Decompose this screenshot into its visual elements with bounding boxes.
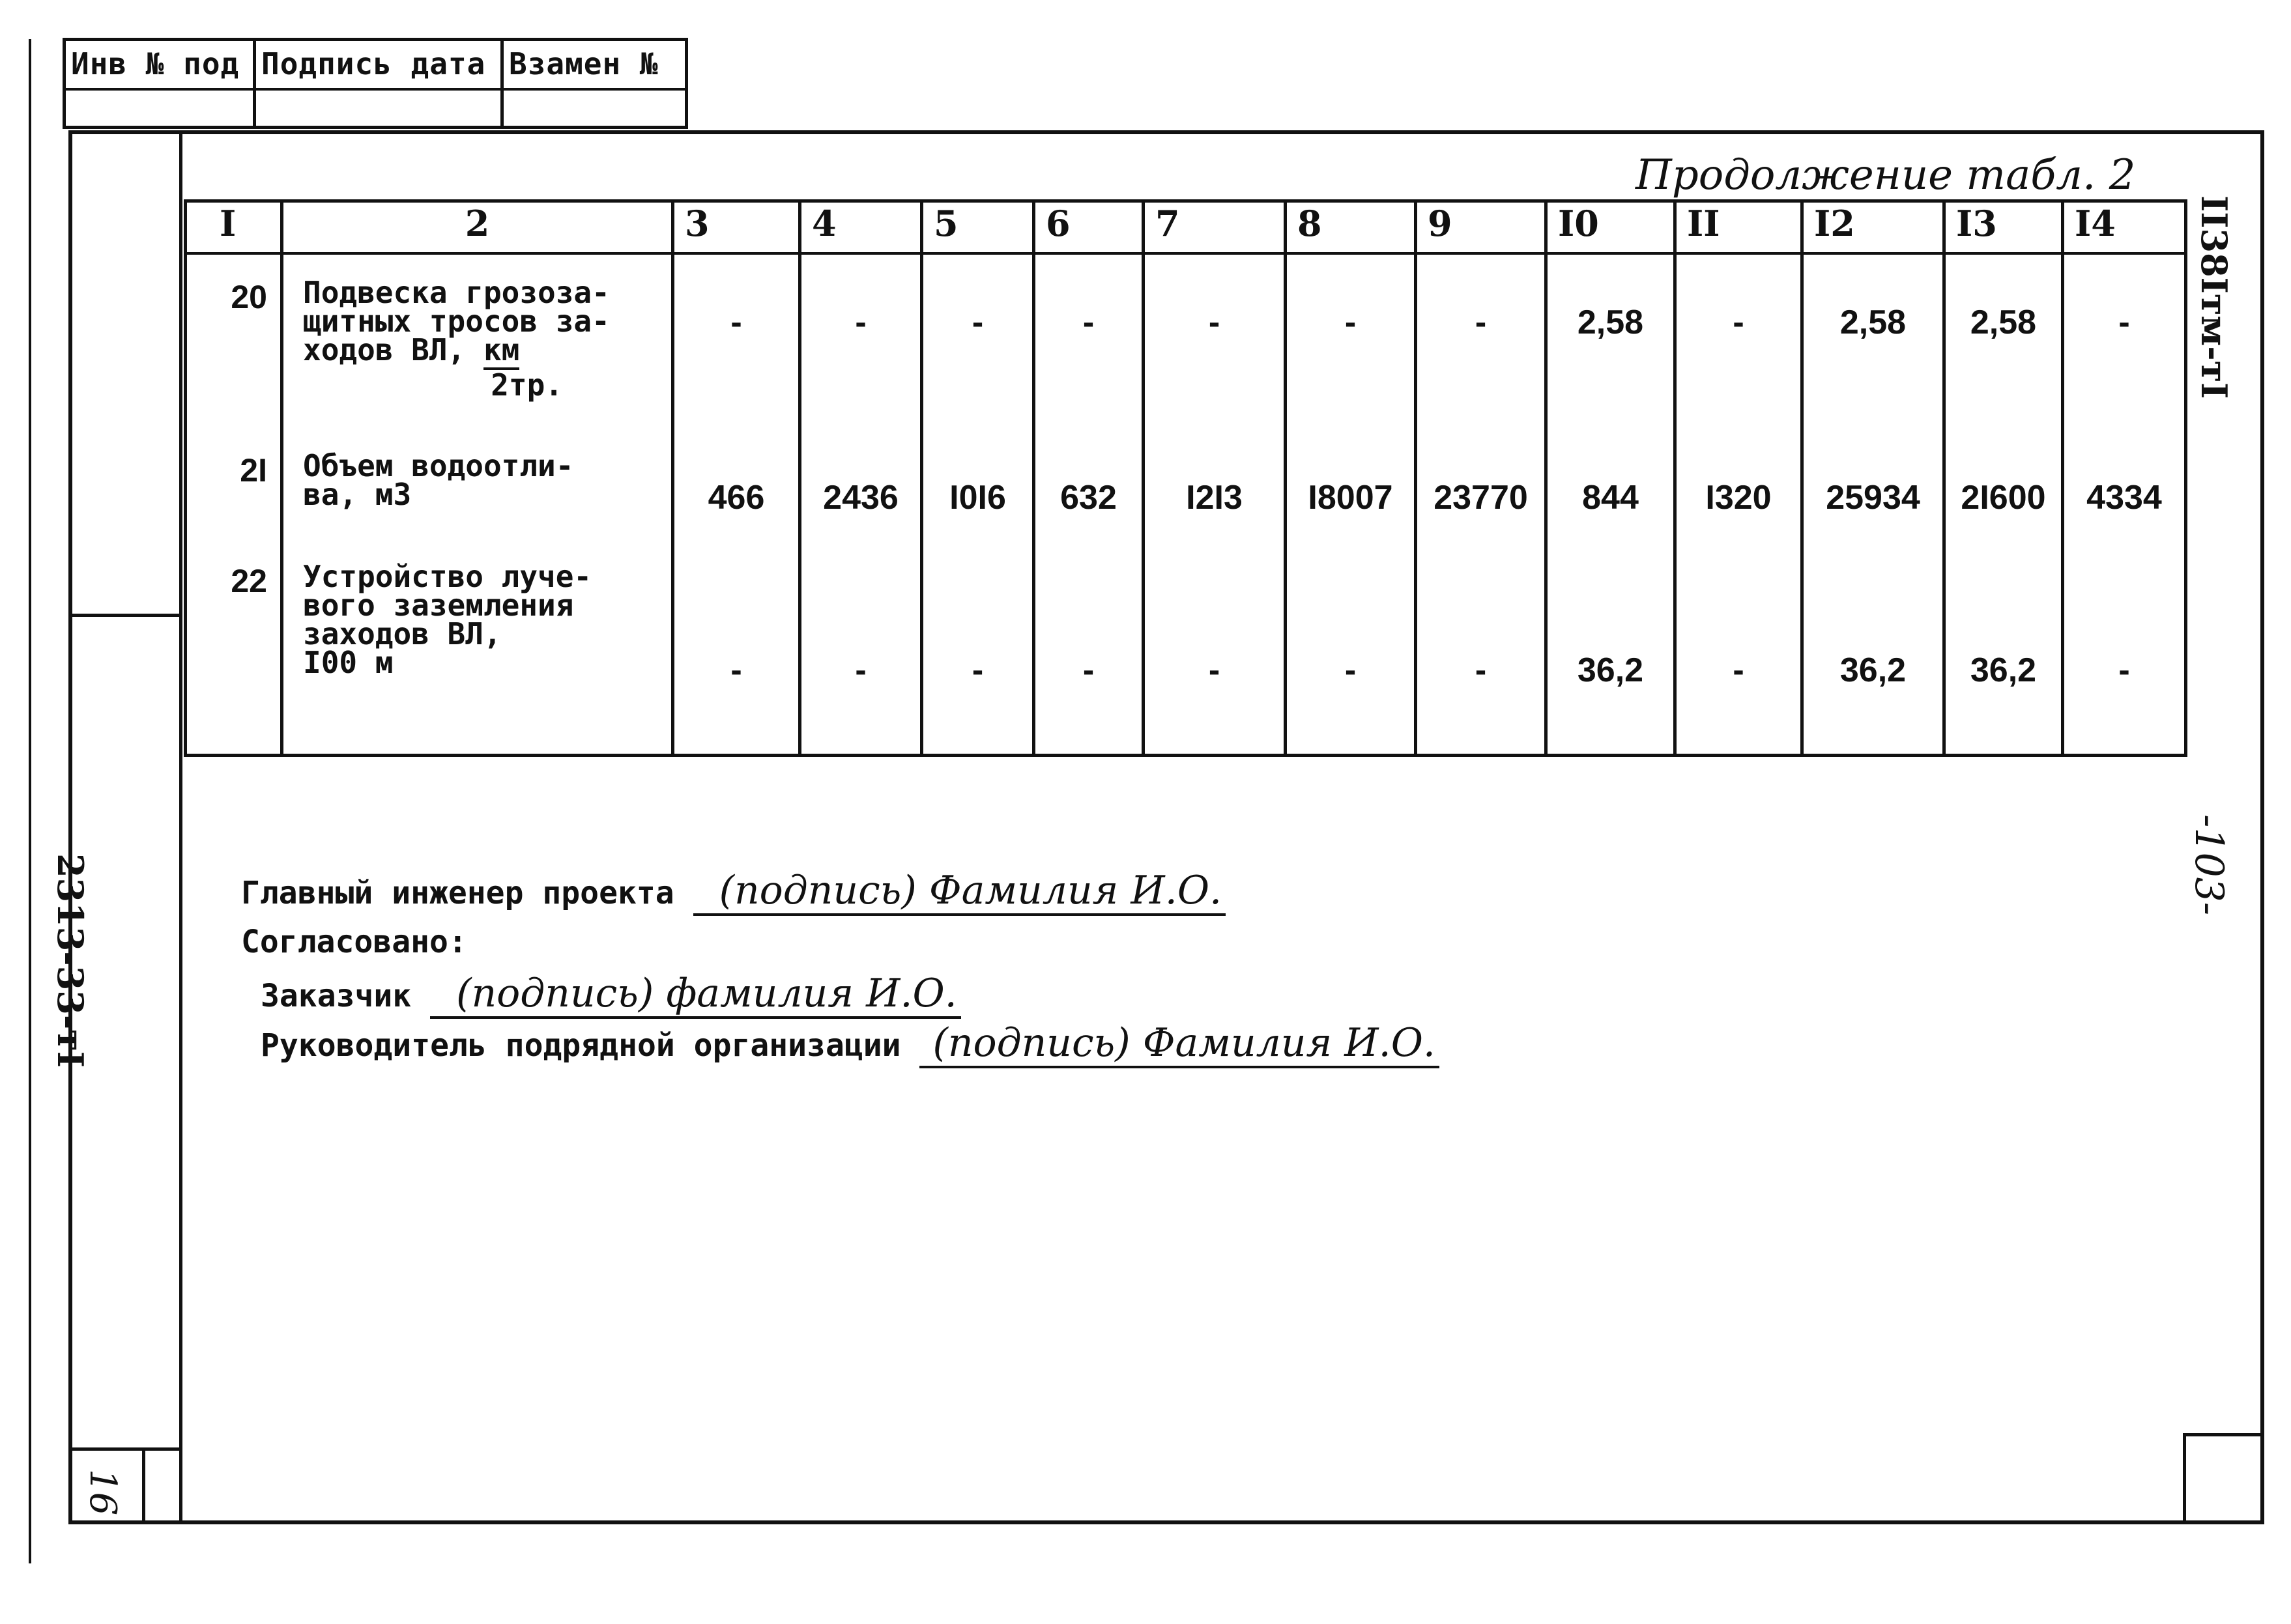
agreed-label: Согласовано: (241, 924, 467, 960)
cell: - (2063, 553, 2186, 756)
row-number: 22 (186, 553, 282, 756)
row-description: Устройство луче- вого заземления заходов ВЛ, I00 м (282, 553, 673, 756)
row-number: 2I (186, 442, 282, 553)
stamp-cell-replace (504, 41, 685, 126)
customer-signature: (подпись) фамилия И.О. (430, 971, 961, 1019)
stamp-cell-sign (256, 41, 504, 126)
cell: 2,58 (1546, 253, 1675, 442)
side-column-border (179, 130, 182, 1524)
side-column-divider-2 (68, 1447, 182, 1451)
sheet-cell-divider (142, 1447, 145, 1524)
stamp-inv-label: Инв № под (71, 46, 240, 81)
cell: I2I3 (1144, 442, 1286, 553)
chief-engineer-line (241, 868, 1226, 913)
sheet-number: 16 (81, 1469, 124, 1516)
cell: - (673, 553, 800, 756)
cell: 632 (1034, 442, 1144, 553)
header-row (186, 201, 2186, 254)
cell: 36,2 (1802, 553, 1944, 756)
col-header: I0 (1546, 201, 1675, 254)
stamp-cell-inv (66, 41, 256, 126)
customer-line (261, 971, 961, 1016)
col-header: I3 (1944, 201, 2063, 254)
contractor-signature: (подпись) Фамилия И.О. (919, 1020, 1439, 1068)
col-header: I2 (1802, 201, 1944, 254)
cell: 36,2 (1944, 553, 2063, 756)
cell: I8007 (1286, 442, 1416, 553)
corner-box-left (2183, 1433, 2186, 1524)
cell: - (1416, 553, 1546, 756)
cell: 2,58 (1944, 253, 2063, 442)
col-header: 2 (282, 201, 673, 254)
cell: 2436 (800, 442, 922, 553)
col-header: 8 (1286, 201, 1416, 254)
cell: - (1286, 253, 1416, 442)
customer-label: Заказчик (261, 978, 412, 1014)
col-header: 7 (1144, 201, 1286, 254)
cell: - (922, 253, 1034, 442)
approval-stamp (63, 38, 688, 129)
cell: 844 (1546, 442, 1675, 553)
cell: - (1144, 553, 1286, 756)
cell: 23770 (1416, 442, 1546, 553)
table-row (186, 253, 2186, 442)
binding-line (29, 39, 31, 1563)
col-header: 9 (1416, 201, 1546, 254)
cell: - (1286, 553, 1416, 756)
cell: 4334 (2063, 442, 2186, 553)
cell: - (800, 553, 922, 756)
row-description: Подвеска грозоза- щитных тросов за- ходов ВЛ, км 2тр. (282, 253, 673, 442)
cell: 25934 (1802, 442, 1944, 553)
cell: - (1144, 253, 1286, 442)
contractor-line (261, 1020, 1439, 1066)
col-header: II (1675, 201, 1802, 254)
cell: - (1416, 253, 1546, 442)
document-code-right: II38Iтм-тI (2193, 195, 2235, 399)
stamp-sign-label: Подпись дата (261, 46, 486, 81)
col-header: 4 (800, 201, 922, 254)
chief-engineer-label: Главный инженер проекта (241, 875, 674, 911)
cell: - (1675, 253, 1802, 442)
specification-table (184, 199, 2184, 757)
cell: - (800, 253, 922, 442)
page-number: -103- (2186, 814, 2232, 916)
side-column-divider-1 (68, 614, 182, 617)
cell: 36,2 (1546, 553, 1675, 756)
stamp-replace-label: Взамен № (509, 46, 659, 81)
row-number: 20 (186, 253, 282, 442)
col-header: 5 (922, 201, 1034, 254)
cell: I320 (1675, 442, 1802, 553)
cell: 466 (673, 442, 800, 553)
table-row (186, 553, 2186, 756)
document-code-left: 2313-33-тI (50, 853, 91, 1068)
stamp-divider (66, 88, 685, 91)
cell: 2,58 (1802, 253, 1944, 442)
chief-engineer-signature: (подпись) Фамилия И.О. (693, 868, 1226, 916)
cell: 2I600 (1944, 442, 2063, 553)
cell: - (673, 253, 800, 442)
table-caption: Продолжение табл. 2 (1635, 151, 2135, 202)
cell: - (1034, 553, 1144, 756)
col-header: 3 (673, 201, 800, 254)
col-header: 6 (1034, 201, 1144, 254)
row-description: Объем водоотли- ва, м3 (282, 442, 673, 553)
cell: - (1034, 253, 1144, 442)
table-row (186, 442, 2186, 553)
cell: - (2063, 253, 2186, 442)
cell: - (1675, 553, 1802, 756)
corner-box-top (2183, 1433, 2264, 1436)
contractor-label: Руководитель подрядной организации (261, 1027, 901, 1064)
cell: I0I6 (922, 442, 1034, 553)
col-header: I4 (2063, 201, 2186, 254)
unit-km: км (483, 332, 519, 370)
cell: - (922, 553, 1034, 756)
unit-2tr: 2тр. (491, 367, 563, 403)
col-header: I (186, 201, 282, 254)
